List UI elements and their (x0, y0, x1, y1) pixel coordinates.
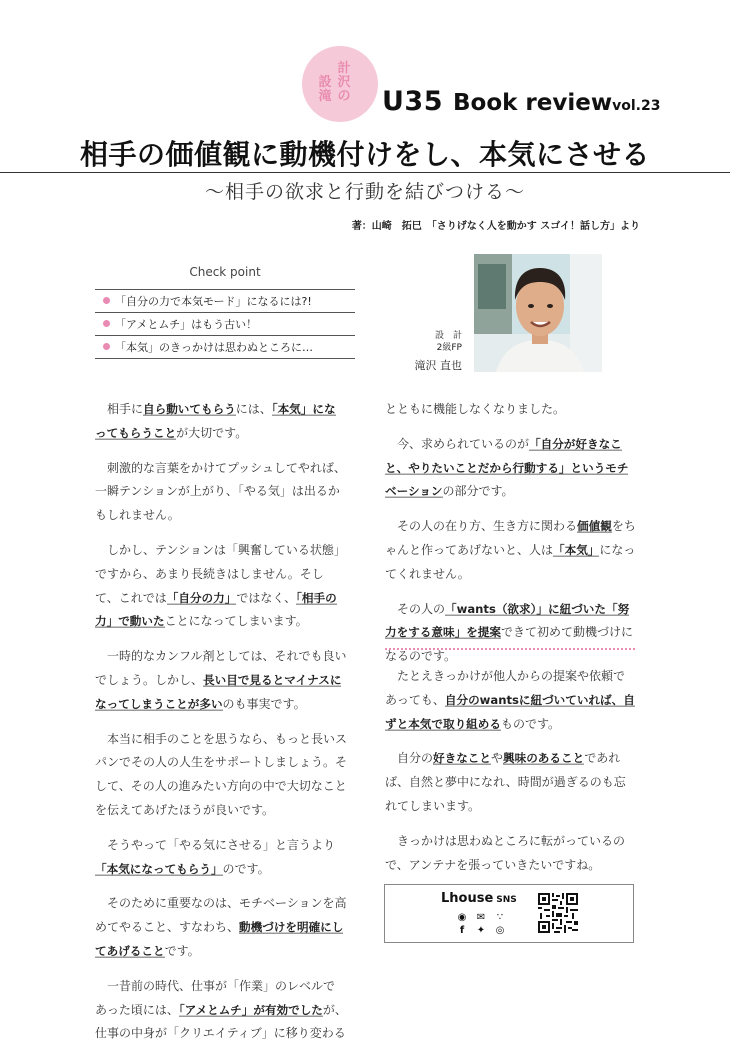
pinterest-icon[interactable]: ◉ (457, 912, 467, 923)
twitter-icon[interactable]: ✦ (476, 925, 486, 936)
paragraph: そうやって「やる気にさせる」と言うより「本気になってもらう」のです。 (95, 837, 336, 876)
instagram-icon[interactable]: ◎ (495, 925, 505, 936)
book-credit: 著：山崎 拓巳 「さりげなく人を動かす スゴイ！話し方」より (351, 221, 640, 232)
checkpoint-divider (95, 358, 355, 359)
checkpoint-title: Check point (189, 265, 261, 279)
paragraph: 本当に相手のことを思うなら、もっと長いスパンでその人の人生をサポートしましょう。そして、その人の進みたい方向の中で大切なことを伝えてあげたほうが良いです。 (95, 731, 348, 817)
sns-suffix: SNS (496, 895, 517, 905)
series-sub: Book review (453, 90, 613, 116)
checkpoint-item (95, 335, 355, 359)
badge-text-2: 設滝 (318, 75, 332, 104)
checkpoint-text: 「本気」のきっかけは思わぬところに… (115, 341, 313, 354)
section-divider (385, 648, 635, 650)
badge-text-1: 計沢の (337, 61, 351, 104)
paragraph: しかし、テンションは「興奮している状態」ですから、あまり長続きはしません。そして、これでは「自分の力」ではなく、「相手の力」で動いたことになってしまいます。 (95, 542, 346, 629)
paragraph: 自分の好きなことや興味のあることであれば、自然と夢中になれ、時間が過ぎるのも忘れてしまいます。 (385, 751, 626, 813)
paragraph: 刺激的な言葉をかけてプッシュしてやれば、一瞬テンションが上がり、「やる気」は出るかもしれません。 (95, 460, 346, 523)
body-column-right-lower (385, 665, 637, 888)
author-photo (474, 254, 602, 372)
paragraph: 相手に自ら動いてもらうには、「本気」になってもらうことが大切です。 (95, 402, 336, 440)
sns-brand: Lhouse (441, 891, 494, 906)
page-subtitle: ～相手の欲求と行動を結びつける～ (204, 181, 525, 203)
rss-icon[interactable]: ∵ (496, 912, 504, 923)
paragraph: とともに機能しなくなりました。 (385, 402, 566, 416)
paragraph: 一時的なカンフル剤としては、それでも良いでしょう。しかし、長い目で見るとマイナスになってしまうことが多いのも事実です。 (95, 649, 347, 711)
body-column-right (385, 398, 637, 680)
body-column-left (95, 398, 347, 1057)
sns-title (441, 891, 517, 906)
author-role (392, 330, 462, 354)
paragraph: きっかけは思わぬところに転がっているので、アンテナを張っていきたいですね。 (385, 833, 626, 872)
author-name: 滝沢 直也 (414, 359, 462, 372)
title-divider (0, 172, 730, 173)
checkpoint-item (95, 312, 355, 336)
bullet-icon (103, 343, 110, 350)
page-title: 相手の価値観に動機付けをし、本気にさせる (79, 138, 650, 171)
sns-box (384, 884, 634, 943)
paragraph: 今、求められているのが「自分が好きなこと、やりたいことだから行動する」というモチベーションの部分です。 (385, 436, 629, 499)
series-badge (302, 46, 378, 122)
paragraph: その人の「wants（欲求）」に紐づいた「努力をする意味」を提案できて初めて動機づけになるのです。 (385, 601, 633, 664)
checkpoint-text: 「自分の力で本気モード」になるには?! (115, 295, 312, 308)
checkpoint-text: 「アメとムチ」はもう古い！ (115, 318, 258, 331)
author-role-2: 2級FP (436, 343, 462, 353)
qr-code-icon[interactable] (538, 893, 578, 933)
bullet-icon (103, 320, 110, 327)
author-role-1: 設 計 (434, 331, 462, 341)
paragraph: たとえきっかけが他人からの提案や依頼であっても、自分のwantsに紐づいていれば、自ずと本気で取り組めるものです。 (385, 669, 635, 731)
mail-icon[interactable]: ✉ (476, 912, 486, 923)
facebook-icon[interactable]: f (459, 925, 465, 936)
checkpoint-item (95, 289, 355, 313)
paragraph: 一昔前の時代、仕事が「作業」のレベルであった頃には、「アメとムチ」が有効でしたが、仕事の中身が「クリエイティブ」に移り変わる (95, 978, 347, 1041)
paragraph: そのために重要なのは、モチベーションを高めてやること、すなわち、動機づけを明確にしてあげることです。 (95, 896, 347, 958)
series-main: U35 (382, 86, 443, 117)
series-vol: vol.23 (612, 98, 661, 114)
series-title (382, 86, 660, 117)
paragraph: その人の在り方、生き方に関わる価値観をちゃんと作ってあげないと、人は「本気」になってくれません。 (385, 519, 636, 581)
bullet-icon (103, 297, 110, 304)
